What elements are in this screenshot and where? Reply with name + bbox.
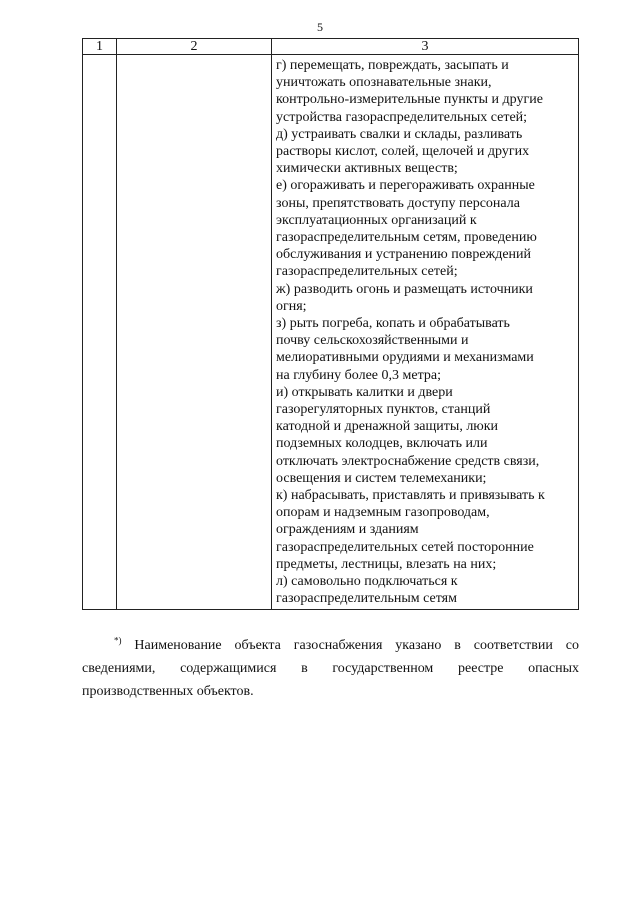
list-item-line: предметы, лестницы, влезать на них; <box>276 556 497 572</box>
list-item-line: почву сельскохозяйственными и <box>276 333 469 349</box>
footnote-marker: *) <box>114 635 122 646</box>
list-item-line: подземных колодцев, включать или <box>276 436 488 452</box>
list-item-line: обслуживания и устранению повреждений <box>276 247 532 263</box>
list-item-line: ж) разводить огонь и размещать источники <box>276 281 533 297</box>
table-row <box>83 55 579 610</box>
list-item-line: контрольно-измерительные пункты и другие <box>276 92 543 108</box>
list-item-line: к) набрасывать, приставлять и привязывать к <box>276 488 545 504</box>
list-item-line: газораспределительных сетей; <box>276 264 458 280</box>
requirements-table <box>82 38 579 610</box>
column-header-3: 3 <box>272 39 579 55</box>
list-item-line: химически активных веществ; <box>276 161 458 177</box>
list-item-line: ограждениям и зданиям <box>276 522 419 538</box>
table-header-row <box>83 39 579 55</box>
list-item-line: на глубину более 0,3 метра; <box>276 367 441 383</box>
list-item-line: освещения и систем телемеханики; <box>276 470 487 486</box>
list-item-line: уничтожать опознавательные знаки, <box>276 75 492 91</box>
list-item-line: отключать электроснабжение средств связи, <box>276 453 540 469</box>
list-item-line: газораспределительным сетям <box>276 591 457 607</box>
column-header-1: 1 <box>83 39 117 55</box>
page-number: 5 <box>317 20 323 34</box>
list-item-line: е) огораживать и перегораживать охранные <box>276 178 535 194</box>
list-item-line: опорам и надземным газопроводам, <box>276 505 490 521</box>
footnote-line: *) Наименование объекта газоснабжения указано в соответствии со <box>114 635 579 653</box>
table-cell-col1 <box>83 55 117 610</box>
list-item-line: зоны, препятствовать доступу персонала <box>276 195 520 211</box>
list-item-line: л) самовольно подключаться к <box>276 574 458 590</box>
list-item-line: газораспределительным сетям, проведению <box>276 230 537 246</box>
list-item-line: газорегуляторных пунктов, станций <box>276 402 491 418</box>
footnote-line: производственных объектов. <box>82 684 254 699</box>
footnote-line: сведениями, содержащимися в государственном реестре опасных <box>82 661 579 676</box>
column-header-2: 2 <box>117 39 272 55</box>
list-item-line: огня; <box>276 298 307 314</box>
table-cell-col2 <box>117 55 272 610</box>
footnote <box>82 634 579 703</box>
list-item-line: газораспределительных сетей посторонние <box>276 539 534 555</box>
list-item-line: растворы кислот, солей, щелочей и других <box>276 144 530 160</box>
list-item-line: д) устраивать свалки и склады, разливать <box>276 126 523 142</box>
list-item-line: устройства газораспределительных сетей; <box>276 109 528 125</box>
list-item-line: з) рыть погреба, копать и обрабатывать <box>276 316 510 332</box>
list-item-line: катодной и дренажной защиты, люки <box>276 419 499 435</box>
list-item-line: мелиоративными орудиями и механизмами <box>276 350 534 366</box>
prohibitions-list <box>272 55 578 609</box>
list-item-line: и) открывать калитки и двери <box>276 384 453 400</box>
table-cell-col3 <box>272 55 579 610</box>
list-item-line: эксплуатационных организаций к <box>276 212 477 228</box>
list-item-line: г) перемещать, повреждать, засыпать и <box>276 58 509 73</box>
